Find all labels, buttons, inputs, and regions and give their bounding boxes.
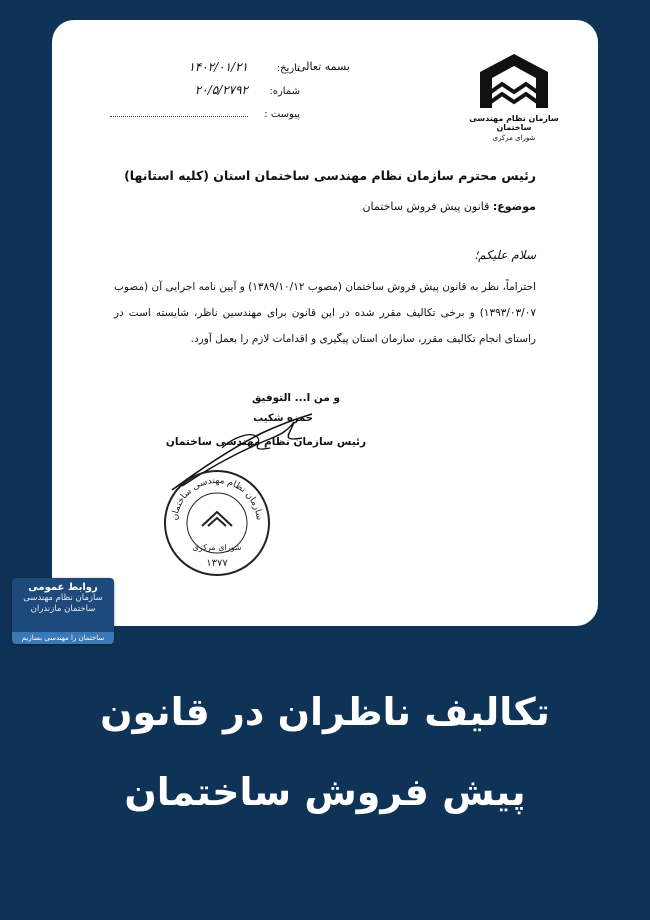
org-sub: شورای مرکزی (492, 134, 536, 142)
subject-line (362, 200, 536, 213)
seal-text: سازمان نظام مهندسی ساختمان (170, 475, 265, 521)
seal-year: ۱۳۷۷ (206, 558, 228, 569)
org-name: سازمان نظام مهندسی ساختمان (469, 114, 559, 132)
headline (0, 672, 650, 832)
subject-label: موضوع: (492, 200, 536, 213)
badge-line-1: سازمان نظام مهندسی (23, 593, 103, 603)
letter-body: احتراماً، نظر به قانون پیش فروش ساختمان (مصوب ۱۳۸۹/۱۰/۱۲) و آیین نامه اجرایی آن (مصوب ۱۳۹۳/۰۳/۰۷) و برخی تکالیف مقرر شده در این قانون برای مهندسین ناظر، شایسته است در راستای انجام تکالیف مقرر، سازمان استان پیگیری و اقدامات لازم را بعمل آورد. (114, 281, 536, 345)
bismillah: بسمه تعالی (297, 60, 350, 73)
date-label: تاریخ: (276, 63, 300, 74)
number-row (110, 83, 300, 106)
badge-title: روابط عمومی (28, 582, 98, 593)
headline-line-2: پیش فروش ساختمان (124, 770, 526, 814)
letter-card (52, 20, 598, 626)
letter-document (52, 20, 598, 626)
signer-name: حمزه شکیب (253, 413, 313, 424)
attachment-row (110, 106, 300, 129)
attachment-dots (110, 106, 248, 117)
badge-line-2: ساختمان مازندران (30, 604, 96, 614)
number-label: شماره: (269, 86, 300, 97)
greeting: سلام علیکم؛ (474, 248, 536, 262)
closing: و من ا... التوفیق (251, 392, 340, 404)
signer-title: رئیس سازمان نظام مهندسی ساختمان (165, 436, 366, 448)
attachment-label: پیوست : (264, 109, 300, 120)
recipient: رئیس محترم سازمان نظام مهندسی ساختمان استان (کلیه استانها) (124, 168, 536, 183)
badge-slogan: ساختمان را مهندسی بسازیم (12, 632, 114, 644)
date-row (110, 60, 300, 83)
official-seal-icon (162, 468, 272, 578)
org-logo (468, 50, 560, 142)
pr-badge (12, 578, 114, 644)
building-logo-icon (474, 50, 554, 110)
date-value: ۱۴۰۲/۰۱/۲۱ (188, 60, 248, 74)
subject-text: قانون پیش فروش ساختمان (362, 200, 490, 213)
number-value: ۲۰/۵/۲۷۹۲ (194, 83, 248, 97)
letter-meta (110, 60, 300, 129)
seal-sub: شورای مرکزی (192, 543, 242, 552)
headline-line-1: تکالیف ناظران در قانون (100, 690, 550, 734)
